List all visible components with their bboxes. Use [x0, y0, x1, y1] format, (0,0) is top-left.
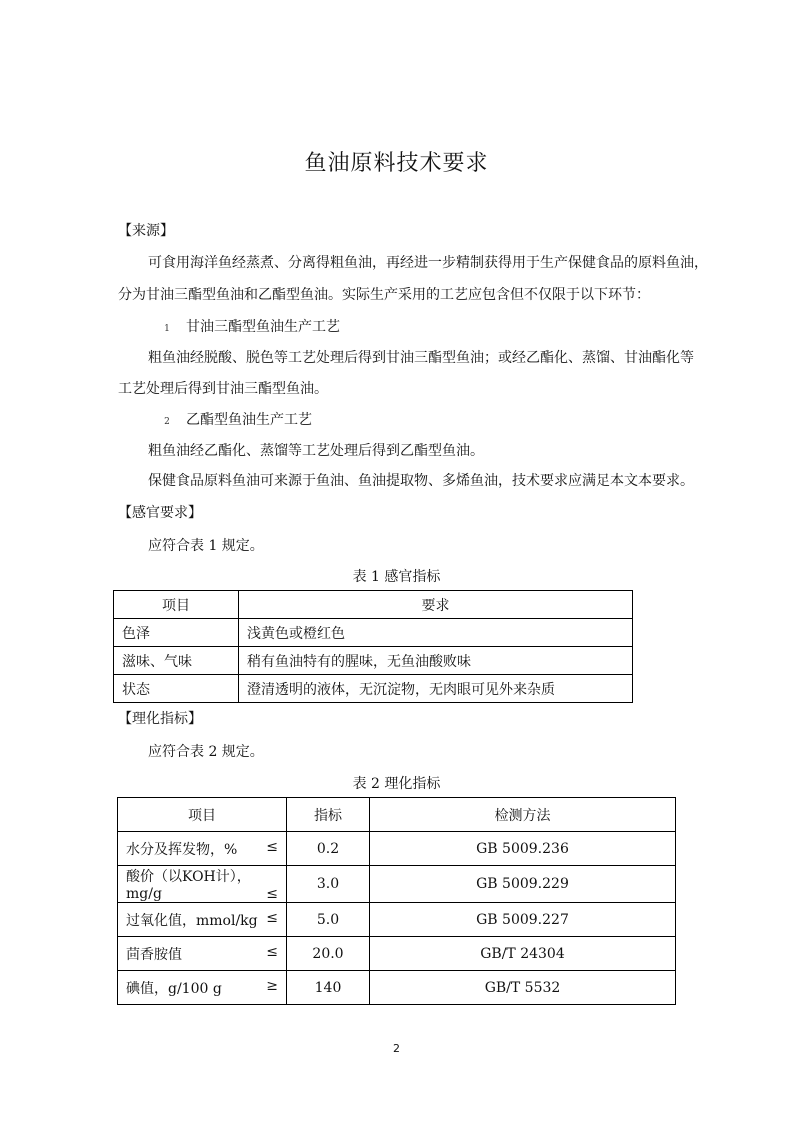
cell-method: GB 5009.236 [370, 832, 676, 866]
table-row [118, 903, 676, 937]
cell-item [118, 937, 287, 971]
sensory-note: 应符合表 1 规定。 [148, 538, 264, 554]
col-header-method: 检测方法 [370, 798, 676, 832]
cell-item [118, 971, 287, 1005]
sensory-table [113, 590, 633, 703]
col-header-index: 指标 [287, 798, 370, 832]
cell-item: 滋味、气味 [114, 647, 239, 675]
cell-method: GB/T 5532 [370, 971, 676, 1005]
cell-method: GB 5009.227 [370, 903, 676, 937]
table-row [118, 937, 676, 971]
table2-caption: 表 2 理化指标 [352, 776, 441, 792]
cell-item: 状态 [114, 675, 239, 703]
cell-requirement: 澄清透明的液体，无沉淀物，无肉眼可见外来杂质 [239, 675, 633, 703]
item-text: 水分及挥发物，% [126, 841, 238, 858]
source-paragraph-line2: 分为甘油三酯型鱼油和乙酯型鱼油。实际生产采用的工艺应包含但不仅限于以下环节： [118, 287, 650, 303]
col-header-requirement: 要求 [239, 591, 633, 619]
item-text: 过氧化值，mmol/kg [126, 912, 258, 929]
item-text: 碘值，g/100 g [126, 980, 222, 997]
table-header-row [114, 591, 633, 619]
col-header-item: 项目 [118, 798, 287, 832]
cell-item [118, 832, 287, 866]
table-row [118, 971, 676, 1005]
cell-method: GB 5009.229 [370, 866, 676, 903]
cell-item [118, 903, 287, 937]
col-header-item: 项目 [114, 591, 239, 619]
item2-line1: 粗鱼油经乙酯化、蒸馏等工艺处理后得到乙酯型鱼油。 [148, 443, 484, 459]
item-text: 茴香胺值 [126, 946, 182, 963]
cell-index: 3.0 [287, 866, 370, 903]
cell-requirement: 稍有鱼油特有的腥味，无鱼油酸败味 [239, 647, 633, 675]
item-2-label: 乙酯型鱼油生产工艺 [186, 412, 312, 428]
cell-requirement: 浅黄色或橙红色 [239, 619, 633, 647]
cell-index: 20.0 [287, 937, 370, 971]
physchem-heading: 【理化指标】 [118, 711, 202, 727]
comparison-sign: ≤ [266, 838, 278, 855]
cell-item [118, 866, 287, 903]
item-number-1: 1 [164, 324, 170, 334]
table-row [114, 647, 633, 675]
table-row [114, 619, 633, 647]
item-1-label: 甘油三酯型鱼油生产工艺 [186, 319, 340, 335]
physchem-table [117, 797, 676, 1005]
page-number: 2 [393, 1042, 400, 1055]
document-title: 鱼油原料技术要求 [304, 151, 489, 176]
cell-item: 色泽 [114, 619, 239, 647]
item-text: 酸价（以KOH计），mg/g [126, 869, 251, 902]
cell-index: 0.2 [287, 832, 370, 866]
source-heading: 【来源】 [118, 223, 174, 239]
item-number-2: 2 [164, 417, 170, 427]
comparison-sign: ≥ [266, 977, 278, 994]
table-row [118, 832, 676, 866]
table1-caption: 表 1 感官指标 [352, 569, 441, 585]
comparison-sign: ≤ [266, 909, 278, 926]
cell-method: GB/T 24304 [370, 937, 676, 971]
item1-line1: 粗鱼油经脱酸、脱色等工艺处理后得到甘油三酯型鱼油；或经乙酯化、蒸馏、甘油酯化等 [148, 350, 694, 366]
comparison-sign: ≤ [266, 943, 278, 960]
cell-index: 140 [287, 971, 370, 1005]
table-row [114, 675, 633, 703]
cell-index: 5.0 [287, 903, 370, 937]
sensory-heading: 【感官要求】 [118, 505, 202, 521]
process-item-1 [160, 317, 340, 337]
item1-line2: 工艺处理后得到甘油三酯型鱼油。 [118, 381, 328, 397]
table-row [118, 866, 676, 903]
comparison-sign: ≤ [266, 886, 278, 902]
table-header-row [118, 798, 676, 832]
source-final-paragraph: 保健食品原料鱼油可来源于鱼油、鱼油提取物、多烯鱼油，技术要求应满足本文本要求。 [148, 473, 694, 489]
process-item-2 [160, 410, 312, 430]
source-paragraph-line1: 可食用海洋鱼经蒸煮、分离得粗鱼油，再经进一步精制获得用于生产保健食品的原料鱼油， [148, 255, 708, 271]
physchem-note: 应符合表 2 规定。 [148, 744, 264, 760]
